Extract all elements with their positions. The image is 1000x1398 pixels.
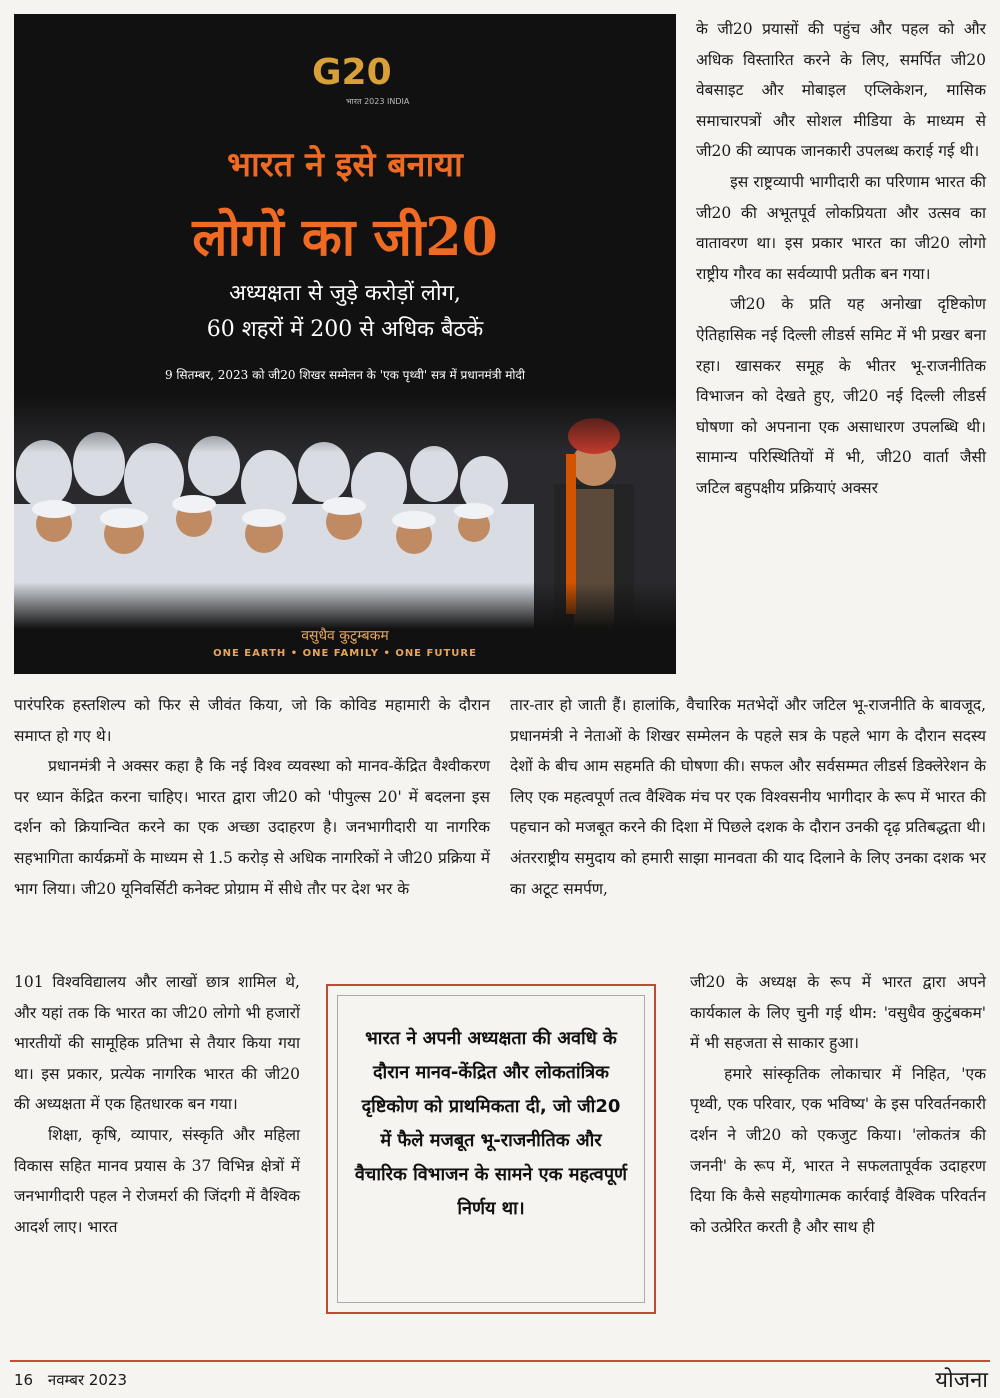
paragraph: जी20 के प्रति यह अनोखा दृष्टिकोण ऐतिहासिक नई दिल्ली लीडर्स समिट में भी प्रखर बना रहा। खासकर समूह के भीतर भू-राजनीतिक विभाजन को देखते हुए, जी20 नई दिल्ली लीडर्स घोषणा को अपनाना एक असाधारण उपलब्धि थी। सामान्य परिस्थितियों में भी, जी20 वार्ता जैसी जटिल बहुपक्षीय प्रक्रियाएं अक्सर bbox=[696, 295, 986, 497]
paragraph: तार-तार हो जाती हैं। हालांकि, वैचारिक मतभेदों और जटिल भू-राजनीति के बावजूद, प्रधानमंत्री ने नेताओं के शिखर सम्मेलन के पहले सत्र के पहले भाग के दौरान सदस्य देशों के बीच आम सहमति की घोषणा की। सफल और सर्वसम्मत लीडर्स डिक्लेरेशन के लिए एक महत्वपूर्ण तत्व वैश्विक मंच पर एक विश्वसनीय भागीदार के रूप में भारत की पहचान को मजबूत करने की दिशा में पिछले दशक के दौरान उनकी दृढ़ प्रतिबद्धता थी। अंतरराष्ट्रीय समुदाय को हमारी साझा मानवता की याद दिलाने के लिए उनका दशक भर का अटूट समर्पण, bbox=[510, 696, 986, 898]
paragraph: प्रधानमंत्री ने अक्सर कहा है कि नई विश्व व्यवस्था को मानव-केंद्रित वैश्वीकरण पर ध्यान केंद्रित करना चाहिए। भारत द्वारा जी20 को 'पीपुल्स 20' में बदलना इस दर्शन को क्रियान्वित करने का एक अच्छा उदाहरण है। जनभागीदारी या नागरिक सहभागिता कार्यक्रमों के माध्यम से 1.5 करोड़ से अधिक नागरिकों ने जी20 प्रक्रिया में भाग लिया। जी20 यूनिवर्सिटी कनेक्ट प्रोग्राम में सीधे तौर पर देश भर के bbox=[14, 757, 490, 898]
pull-quote-text: भारत ने अपनी अध्यक्षता की अवधि के दौरान मानव-केंद्रित और लोकतांत्रिक दृष्टिकोण को प्राथमिकता दी, जो जी20 में फैले मजबूत भू-राजनीतिक और वैचारिक विभाजन के सामने एक महत्वपूर्ण निर्णय था। bbox=[354, 1028, 628, 1219]
footer-rule bbox=[10, 1360, 990, 1362]
left-column bbox=[14, 690, 490, 904]
hero-subtitle bbox=[14, 276, 676, 348]
paragraph: शिक्षा, कृषि, व्यापार, संस्कृति और महिला विकास सहित मानव प्रयास के 37 विभिन्न क्षेत्रों में जनभागीदारी पहल ने रोजमर्रा की जिंदगी में वैश्विक आदर्श लाए। भारत bbox=[14, 1125, 300, 1236]
paragraph: हमारे सांस्कृतिक लोकाचार में निहित, 'एक पृथ्वी, एक परिवार, एक भविष्य' के इस परिवर्तनकारी दर्शन ने जी20 को एकजुट किया। 'लोकतंत्र की जननी' के रूप में, भारत ने सफलतापूर्वक उदाहरण दिया कि कैसे सहयोगात्मक कार्रवाई वैश्विक परिवर्तन को उत्प्रेरित करती है और साथ ही bbox=[690, 1064, 986, 1236]
right-narrow-column bbox=[690, 967, 986, 1242]
pull-quote-inner bbox=[337, 995, 645, 1303]
motto: वसुधैव कुटुम्बकम bbox=[301, 628, 389, 644]
hero-subtitle-line2: 60 शहरों में 200 से अधिक बैठकें bbox=[206, 317, 484, 342]
right-column-mid bbox=[510, 690, 986, 904]
g20-logo bbox=[312, 48, 412, 114]
footer-left bbox=[14, 1370, 137, 1390]
right-column-top bbox=[696, 14, 986, 504]
pull-quote bbox=[326, 984, 656, 1314]
crowd-photo bbox=[14, 394, 676, 629]
tagline: ONE EARTH • ONE FAMILY • ONE FUTURE bbox=[213, 648, 477, 659]
paragraph: जी20 के अध्यक्ष के रूप में भारत द्वारा अपने कार्यकाल के लिए चुनी गई थीम: 'वसुधैव कुटुंबकम' में भी सहजता से साकार हुआ। bbox=[690, 973, 986, 1053]
hero-image bbox=[14, 14, 676, 674]
left-narrow-column bbox=[14, 967, 300, 1242]
hero-title-line1: भारत ने इसे बनाया bbox=[227, 145, 463, 185]
magazine-name: योजना bbox=[935, 1368, 988, 1393]
g20-logo-text: G20 bbox=[312, 52, 392, 93]
issue-date: नवम्बर 2023 bbox=[47, 1371, 128, 1389]
paragraph: के जी20 प्रयासों की पहुंच और पहल को और अधिक विस्तारित करने के लिए, समर्पित जी20 वेबसाइट और मोबाइल एप्लिकेशन, मासिक समाचारपत्रों और सोशल मीडिया के माध्यम से जी20 की व्यापक जानकारी उपलब्ध कराई गई थी। bbox=[696, 20, 986, 161]
photo-caption: 9 सितम्बर, 2023 को जी20 शिखर सम्मेलन के 'एक पृथ्वी' सत्र में प्रधानमंत्री मोदी bbox=[164, 368, 526, 382]
g20-logo-subtext: भारत 2023 INDIA bbox=[346, 97, 410, 106]
paragraph: पारंपरिक हस्तशिल्प को फिर से जीवंत किया, जो कि कोविड महामारी के दौरान समाप्त हो गए थे। bbox=[14, 696, 490, 745]
paragraph: इस राष्ट्रव्यापी भागीदारी का परिणाम भारत की जी20 की अभूतपूर्व लोकप्रियता और उत्सव का वातावरण था। इस प्रकार भारत का जी20 लोगो राष्ट्रीय गौरव का सर्वव्यापी प्रतीक बन गया। bbox=[696, 172, 986, 283]
hero-title-line2: लोगों का जी20 bbox=[192, 207, 498, 268]
hero-subtitle-line1: अध्यक्षता से जुड़े करोड़ों लोग, bbox=[229, 281, 461, 306]
paragraph: 101 विश्वविद्यालय और लाखों छात्र शामिल थे, और यहां तक कि भारत का जी20 लोगो भी हजारों भारतीयों की सामूहिक प्रतिभा से तैयार किया गया था। इस प्रकार, प्रत्येक नागरिक भारत की जी20 की अध्यक्षता में एक हितधारक बन गया। bbox=[14, 973, 300, 1114]
page-number: 16 bbox=[14, 1371, 34, 1389]
